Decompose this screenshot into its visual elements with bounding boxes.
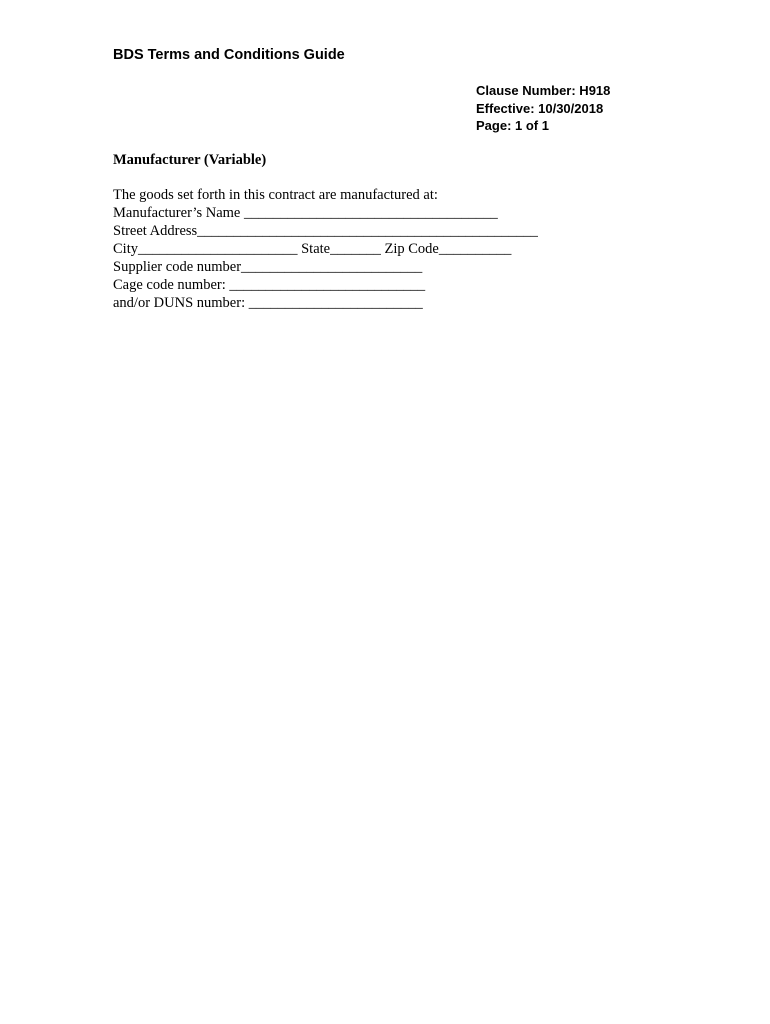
section-heading: Manufacturer (Variable) [113,152,267,168]
clause-info-block [476,82,610,135]
duns-number-line: and/or DUNS number: ________________________ [113,295,423,311]
intro-text: The goods set forth in this contract are manufactured at: [113,187,438,203]
city-state-zip-line: City______________________ State_______ Zip Code__________ [113,241,512,257]
cage-code-line: Cage code number: ___________________________ [113,277,426,293]
guide-title: BDS Terms and Conditions Guide [113,47,345,63]
supplier-code-line: Supplier code number_________________________ [113,259,423,275]
street-address-line: Street Address_______________________________________________ [113,223,538,239]
page-number: Page: 1 of 1 [476,118,549,133]
manufacturer-name-line: Manufacturer’s Name ___________________________________ [113,205,498,221]
manufacturer-form [113,186,538,312]
clause-number: Clause Number: H918 [476,83,611,98]
effective-date: Effective: 10/30/2018 [476,100,604,116]
